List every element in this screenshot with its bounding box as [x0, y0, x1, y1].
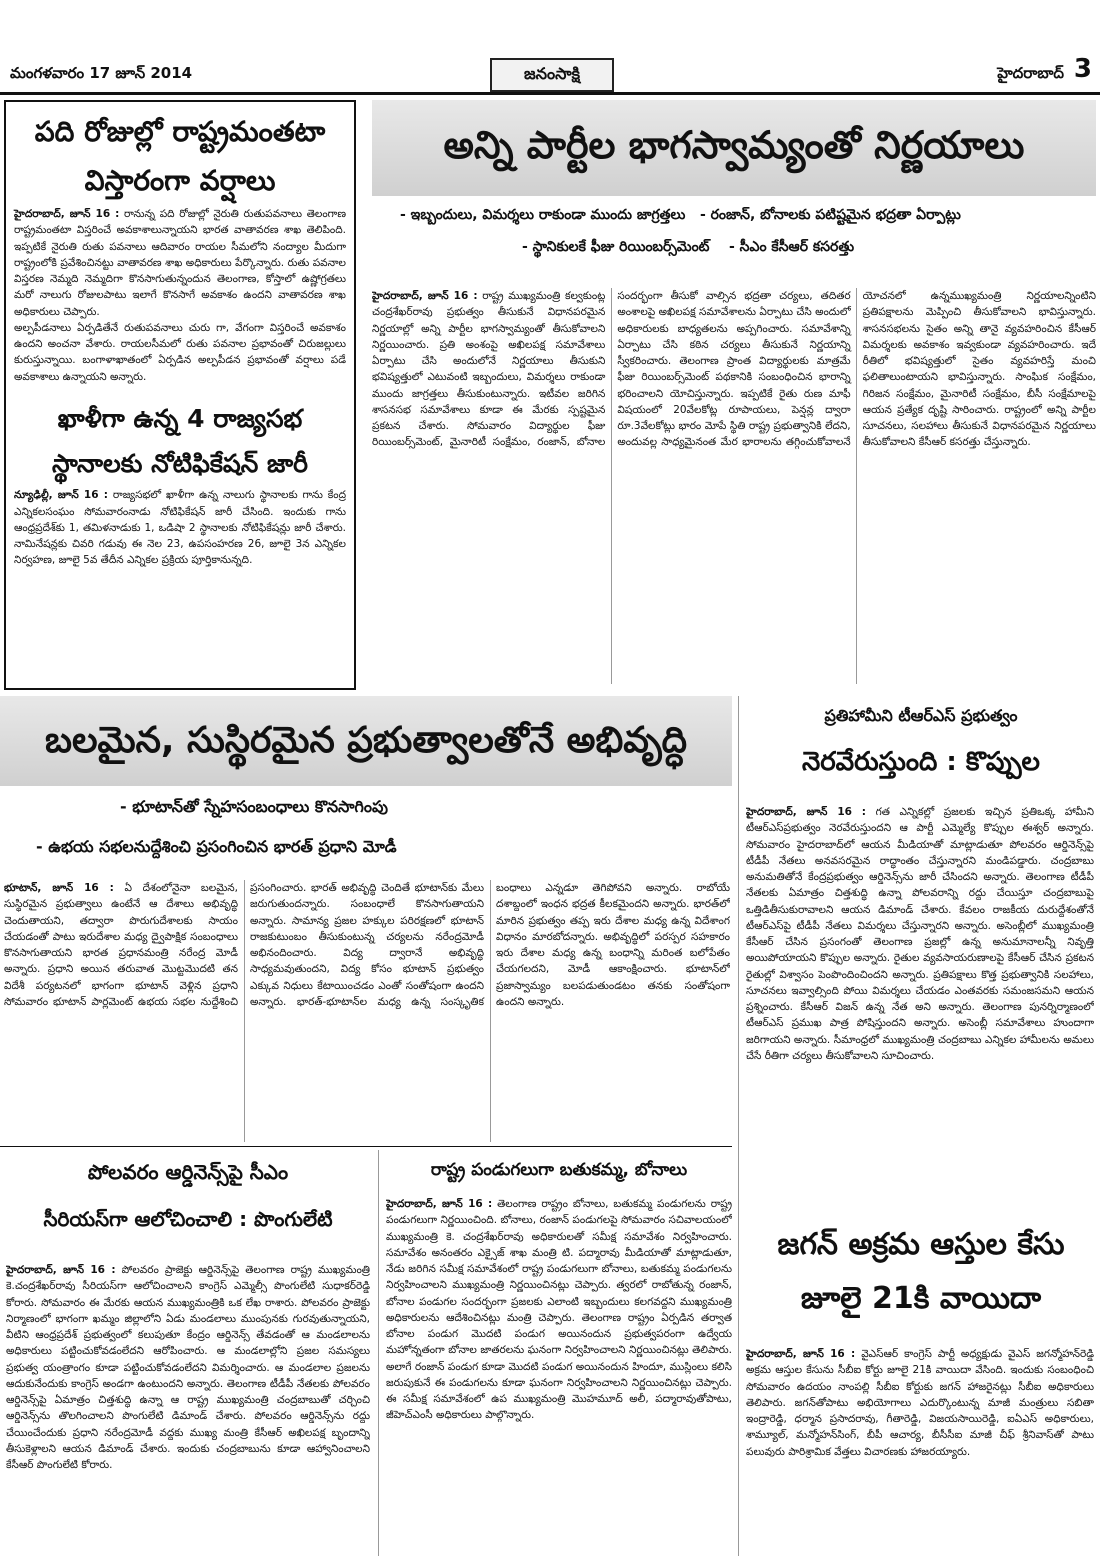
- parties-subhead-2: - రంజాన్‌, బోనాలకు పటిష్టమైన భద్రతా ఏర్పాట్లు: [699, 207, 961, 223]
- koppula-body: గత ఎన్నికల్లో ప్రజలకు ఇచ్చిన ప్రతిఒక్క హామీని టీఆర్‌ఎస్‌ప్రభుత్వం నెరవేరుస్తుందని ఆ పార్టీ ఎమ్మెల్యే కొప్పుల ఈశ్వర్‌ అన్నారు. సోమవారం హైదరాబాద్‌లో ఆయన మీడియాతో మాట్లాడుతూ పోలవరం ఆర్డినెన్స్‌పై టీడీపీ నేతలు అనవసరమైన రాద్ధాంతం చేస్తున్నారని మండిపడ్డారు. చంద్రబాబు అనుమతితోనే కేంద్రప్రభుత్వం ఆర్డినెన్స్‌ను జారీ చేసిందని అన్నారు. తెలంగాణ టీడీపీ నేతలకు ఏమాత్రం చిత్తశుద్ధి ఉన్నా పోలవరాన్ని రద్దు చేయిస్తూ చంద్రబాబుపై ఒత్తిడితీసుకురావాలని ఆయన డిమాండ్‌ చేశారు. కేవలం రాజకీయ దురుద్దేశంతోనే టీఆర్‌ఎస్‌పై టీడీపీ నేతలు విమర్శలు చేస్తున్నారని అన్నారు. అసెంబ్లీలో ముఖ్యమంత్రి కేసీఆర్‌ చేసిన ప్రసంగంతో తెలంగాణ ప్రజల్లో ఉన్న అనుమానాలన్నీ నివృత్తి అయిపోయాయని కొప్పుల అన్నారు. రైతుల వ్యవసాయరుణాలపై కేసీఆర్‌ చేసిన ప్రకటన రైతుల్లో విశ్వాసం పెంపొందించిందని అన్నారు. ప్రతిపక్షాలు కొత్త ప్రభుత్వానికి సలహాలు, సూచనలు ఇవ్వాల్సింది పోయి విమర్శలు చేయడం ఎంతవరకు సమంజసమని ఆయన ప్రశ్నించారు. కేసీఆర్‌ విజన్‌ ఉన్న నేత అని అన్నారు. తెలంగాణ పునర్నిర్మాణంలో టీఆర్‌ఎస్‌ ప్రముఖ పాత్ర పోషిస్తుందని అన్నారు. అసెంబ్లీ సమావేశాలు హుందాగా జరిగాయని అన్నారు. సీమాంధ్రలో ముఖ్యమంత్రి చంద్రబాబు ఎన్నికల హామీలను అమలు చేసే రీతిగా చర్యలు తీసుకోవాలని సూచించారు.: [746, 806, 1094, 1062]
- rajyasabha-headline-2: స్థానాలకు నోటిఫికేషన్‌ జారీ: [52, 449, 308, 479]
- bhutan-body: ఏ దేశంలోనైనా బలమైన, సుస్థిరమైన ప్రభుత్వాలు ఉంటేనే ఆ దేశాలు అభివృద్ధి చెందుతాయని, తద్వారా పొరుగుదేశాలకు సాయం చేయడంతో పాటు ఇరుదేశాల మధ్య ద్వైపాక్షిక సంబంధాలు కొనసాగుతాయని భారత ప్రధానమంత్రి నరేంద్ర మోడీ అన్నారు. ప్రధాని అయిన తరువాత మొట్టమొదటి తన విదేశీ పర్యటనలో భాగంగా భూటాన్‌ వెళ్లిన ప్రధాని సోమవారం భూటాన్‌ పార్లమెంట్‌ ఉభయ సభల నుద్దేశించి ప్రసంగించారు. భారత్‌ అభివృద్ధి చెందితే భూటాన్‌కు మేలు జరుగుతుందన్నారు. సంబంధాలే కొనసాగుతాయని అన్నారు. సామాన్య ప్రజల హక్కుల పరిరక్షణలో భూటాన్‌ రాజకుటుంబం తీసుకుంటున్న చర్యలను నరేంద్రమోడీ అభినందించారు. విద్య ద్వారానే అభివృద్ధి సాధ్యమవుతుందని, విద్య కోసం భూటాన్‌ ప్రభుత్వం ఎక్కువ నిధులు కేటాయించడం ఎంతో సంతోషంగా ఉందని అన్నారు. భారత్‌-భూటాన్‌ల మధ్య ఉన్న సంస్కృతిక బంధాలు ఎన్నడూ తెగిపోవని అన్నారు. రాబోయే దశాబ్దంలో ఇంధన భద్రత కీలకమైందని అన్నారు. భారత్‌లో మారిన ప్రభుత్వం తప్ప ఇరు దేశాల మధ్య ఉన్న విదేశాంగ విధానం మారబోదన్నారు. అభివృద్ధిలో పరస్పర సహకారం ఇరు దేశాల మధ్య ఉన్న బంధాన్ని మరింత బలోపేతం చేయగలదని, మోడీ ఆకాంక్షించారు. భూటాన్‌లో ప్రజాస్వామ్యం బలపడుతుండటం తనకు సంతోషంగా ఉందని అన్నారు.: [4, 882, 730, 1008]
- page-number: 3: [1073, 54, 1092, 84]
- bathukamma-headline: రాష్ట్ర పండుగలుగా బతుకమ్మ, బోనాలు: [430, 1160, 688, 1180]
- parties-subheads-row-1: [372, 204, 1096, 226]
- masthead-rule: [0, 92, 1100, 95]
- koppula-kicker: ప్రతిహామీని టీఆర్‌ఎస్‌ ప్రభుత్వం: [824, 706, 1018, 725]
- polavaram-article: [6, 1262, 370, 1556]
- issue-date: మంగళవారం 17 జూన్ 2014: [10, 64, 193, 82]
- parties-dateline: హైదరాబాద్‌, జూన్‌ 16 :: [372, 290, 478, 302]
- bhutan-headline: బలమైన, సుస్థిరమైన ప్రభుత్వాలతోనే అభివృద్ధి: [44, 720, 688, 761]
- rajyasabha-headline-1: ఖాళీగా ఉన్న 4 రాజ్యసభ: [57, 403, 303, 433]
- jagan-headline-2: జూలై 21కి వాయిదా: [800, 1280, 1042, 1316]
- bhutan-subheads: [0, 790, 732, 874]
- parties-headline-band: [372, 100, 1096, 196]
- bhutan-article: [4, 880, 730, 1142]
- rain-article: [6, 206, 354, 385]
- bhutan-subhead-1: - భూటాన్‌తో స్నేహసంబంధాలు కొనసాగింపు: [120, 797, 388, 816]
- polavaram-headline-1: పోలవరం ఆర్డినెన్స్‌పై సీఎం: [87, 1160, 289, 1184]
- koppula-article: [746, 804, 1094, 1204]
- rain-body-2: అల్పపీడనాలు ఏర్పడితేనే రుతుపవనాలు చురు గా, వేగంగా విస్తరించే అవకాశం ఉందని అంచనా వేశారు. రాయలసీమలో రుతు పవనాల ప్రభావంతో చిరుజల్లులు కురుస్తున్నాయి. బంగాళాఖాతంలో ఏర్పడిన అల్పపీడన ప్రభావంతో వర్షాలు పడే అవకాశాలు ఉన్నాయని అన్నారు.: [14, 321, 346, 383]
- parties-body: రాష్ట్ర ముఖ్యమంత్రి కల్వకుంట్ల చంద్రశేఖర్‌రావు ప్రభుత్వం తీసుకునే విధానపరమైన నిర్ణయాల్లో అన్ని పార్టీల భాగస్వామ్యంతో తీసుకోవాలని నిర్ణయించారు. ప్రతి అంశంపై అఖిలపక్ష సమావేశాలు ఏర్పాటు చేసి అందులోనే నిర్ణయాలు తీసుకుని భవిష్యత్తులో ఎటువంటి ఇబ్బందులు, విమర్శలు రాకుండా ముందు జాగ్రత్తలు తీసుకుంటున్నారు. ఇటీవల జరిగిన శాసనసభ సమావేశాలు కూడా ఈ మేరకు స్పష్టమైన ప్రకటన చేశారు. సోమవారం విద్యార్థుల ఫీజు రియింబర్స్‌మెంట్‌, మైనారిటీ సంక్షేమం, రంజాన్‌, బోనాల సందర్భంగా తీసుకో వాల్సిన భద్రతా చర్యలు, తదితర అంశాలపై అఖిలపక్ష సమావేశాలను ఏర్పాటు చేసి అందులో అధికారులకు బాధ్యతలను అప్పగించారు. సమావేశాన్ని ఏర్పాటు చేసి కఠిన చర్యలు తీసుకునే నిర్ణయాన్ని స్వీకరించారు. తెలంగాణ ప్రాంత విద్యార్థులకు మాత్రమే ఫీజు రియింబర్స్‌మెంట్‌ పథకానికి సంబంధించిన భారాన్ని భరించాలని యోచిస్తున్నారు. ఇప్పటికే రైతు రుణ మాఫీ విషయంలో 20వేలకోట్ల రూపాయలు, పెన్షన్ల ద్వారా రూ.3వేలకోట్లు భారం మోపే స్థితి రాష్ట్ర ప్రభుత్వానికి లేదని, అందువల్ల సాధ్యమైనంత మేర భారాలను తగ్గించుకోవాలనే యోచనలో ఉన్నముఖ్యమంత్రి నిర్ణయాలన్నింటిని ప్రతిపక్షాలను మెప్పించి తీసుకోవాలని భావిస్తున్నారు. శాసనసభలను సైతం అన్ని తానై వ్యవహరించిన కేసీఆర్‌ విమర్శలకు అవకాశం ఇవ్వకుండా వ్యవహరించారు. ఇదే రీతిలో భవిష్యత్తులో సైతం వ్యవహరిస్తే మంచి ఫలితాలుంటాయని భావిస్తున్నారు. సాంఘిక సంక్షేమం, గిరిజన సంక్షేమం, మైనారిటీ సంక్షేమం, బీసీ సంక్షేమాలపై ఆయన ప్రత్యేక దృష్టి సారించారు. రాష్ట్రంలో అన్ని పార్టీల సూచనలు, సలహాలు తీసుకునే విధానపరమైన నిర్ణయాలు తీసుకోవాలని కేసీఆర్‌ కసరత్తు చేస్తున్నారు.: [372, 290, 1096, 449]
- rain-body: రానున్న పది రోజుల్లో నైరుతి రుతుపవనాలు తెలంగాణ రాష్ట్రమంతటా విస్తరించే అవకాశాలున్నాయని భారత వాతావరణ శాఖ తెలిపింది. ఇప్పటికే నైరుతి రుతు పవనాలు ఆదివారం రాయల సీమలోని నంద్యాల మీదుగా రాష్ట్రంలోకి ప్రవేశించినట్టు వాతావరణ శాఖ అధికారులు పేర్కొన్నారు. రుతు పవనాల విస్తరణ నెమ్మది నెమ్మదిగా కొనసాగుతున్నందున తెలంగాణ, కోస్తాలో ఉష్ణోగ్రతలు మరో నాలుగు రోజులపాటు ఇలాగే కొనసాగే అవకాశం ఉందని వాతావరణ శాఖ అధికారులు చెప్పారు.: [14, 208, 346, 318]
- polavaram-body: పోలవరం ప్రాజెక్టు ఆర్డినెన్స్‌పై తెలంగాణ రాష్ట్ర ముఖ్యమంత్రి కె.చంద్రశేఖర్‌రావు సీరియస్‌గా ఆలోచించాలని కాంగ్రెస్‌ ఎమ్మెల్సీ పొంగులేటి సుధాకర్‌రెడ్డి కోరారు. సోమవారం ఈ మేరకు ఆయన ముఖ్యమంత్రికి ఒక లేఖ రాశారు. పోలవరం ప్రాజెక్టు నిర్మాణంలో భాగంగా ఖమ్మం జిల్లాలోని ఏడు మండలాలు ముంపునకు గురవుతున్నాయని, వీటిని ఆంధ్రప్రదేశ్‌ ప్రభుత్వంలో కలుపుతూ కేంద్రం ఆర్డినెన్స్‌ తేవడంతో ఆ మండలాలను అధికారులు పట్టించుకోవడంలేదని ఆరోపించారు. ఆ మండలాల్లోని ప్రజల సమస్యలు ప్రభుత్వ యంత్రాంగం కూడా పట్టించుకోవడంలేదని విమర్శించారు. ఆ మండలాల ప్రజలను ఆదుకునేందుకు కాంగ్రెస్‌ అండగా ఉంటుందని అన్నారు. తెలంగాణ టీడీపీ నేతలకు పోలవరం ఆర్డినెన్స్‌పై ఏమాత్రం చిత్తశుద్ధి ఉన్నా ఆ రాష్ట్ర ముఖ్యమంత్రి చంద్రబాబుతో చర్చించి ఆర్డినెన్స్‌ను తొలగించాలని పొంగులేటి డిమాండ్‌ చేశారు. పోలవరం ఆర్డినెన్స్‌ను రద్దు చేయించేందుకు ప్రధాని నరేంద్రమోడీ వద్దకు ముఖ్య మంత్రి కేసీఆర్‌ అఖిలపక్ష బృందాన్ని తీసుకెళ్లాలని ఆయన డిమాండ్‌ చేశారు. ఇందుకు చంద్రబాబును కూడా ఆహ్వానించాలని కేసీఆర్‌ పొంగులేటి కోరారు.: [6, 1264, 370, 1472]
- parties-subhead-3: - స్థానికులకే ఫీజు రియింబర్స్‌మెంట్‌: [522, 239, 710, 256]
- rajyasabha-body: రాజ్యసభలో ఖాళీగా ఉన్న నాలుగు స్థానాలకు గాను కేంద్ర ఎన్నికలసంఘం సోమవారంనాడు నోటిఫికేషన్‌ జారీ చేసింది. ఇందుకు గాను ఆంధ్రప్రదేశ్‌కు 1, తమిళనాడుకు 1, ఒడిషా 2 స్థానాలకు నోటిఫికేషన్లు జారీ చేశారు. నామినేషన్లకు చివరి గడువు ఈ నెల 23, ఉపసంహరణ 26, జూలై 3న ఎన్నికల నిర్వహణ, జూలై 5వ తేదీన ఎన్నికల ప్రక్రియ పూర్తికానున్నది.: [14, 489, 347, 567]
- polavaram-headline-2: సీరియస్‌గా ఆలోచించాలి : పొంగులేటి: [43, 1207, 333, 1231]
- koppula-header: [746, 700, 1096, 800]
- bathukamma-header: [384, 1150, 734, 1190]
- rain-headline-2: విస్తారంగా వర్షాలు: [84, 164, 276, 197]
- bhutan-dateline: భూటాన్‌, జూన్‌ 16 :: [4, 882, 114, 894]
- masthead: [0, 52, 1100, 96]
- jagan-dateline: హైదరాబాద్‌, జూన్‌ 16 :: [746, 1348, 856, 1360]
- rain-dateline: హైదరాబాద్‌, జూన్‌ 16 :: [14, 208, 120, 220]
- bathukamma-dateline: హైదరాబాద్‌, జూన్‌ 16 :: [386, 1198, 493, 1210]
- bottom-section-rule: [0, 1146, 732, 1147]
- jagan-headline-1: జగన్‌ అక్రమ ఆస్తుల కేసు: [777, 1227, 1065, 1262]
- bathukamma-article: [386, 1196, 732, 1556]
- rajyasabha-article: [6, 487, 354, 568]
- newspaper-logo: జనంసాక్షి: [490, 58, 614, 92]
- rajyasabha-dateline: న్యూఢిల్లీ, జూన్‌ 16 :: [14, 489, 108, 502]
- parties-subhead-1: - ఇబ్బందులు, విమర్శలు రాకుండా ముందు జాగ్రత్తలు: [400, 207, 686, 223]
- left-box: [4, 100, 356, 690]
- jagan-article: [746, 1346, 1094, 1556]
- jagan-header: [746, 1218, 1096, 1342]
- bathukamma-body: తెలంగాణ రాష్ట్రం బోనాలు, బతుకమ్మ పండుగలను రాష్ట్ర పండుగలుగా నిర్ణయించింది. బోనాలు, రంజాన్‌ పండుగలపై సోమవారం సచివాలయంలో ముఖ్యమంత్రి కె. చంద్రశేఖర్‌రావు అధికారులతో సమీక్ష సమావేశం నిర్వహించారు. సమావేశం అనంతరం ఎక్సైజ్‌ శాఖ మంత్రి టి. పద్మారావు మీడియాతో మాట్లాడుతూ, నేడు జరిగిన సమీక్ష సమావేశంలో రాష్ట్ర పండుగలుగా బోనాలు, బతుకమ్మ పండుగలను నిర్వహించాలని ముఖ్యమంత్రి నిర్ణయించినట్లు చెప్పారు. త్వరలో రాబోతున్న రంజాన్‌, బోనాల పండుగల సందర్భంగా ప్రజలకు ఎలాంటి ఇబ్బందులు కలగవద్దని ముఖ్యమంత్రి అధికారులను ఆదేశించినట్లు మంత్రి చెప్పారు. తెలంగాణ రాష్ట్రం ఏర్పడిన తర్వాత బోనాల పండుగ మొదటి పండుగ అయినందున ప్రభుత్వపరంగా ఉద్వేయ మహోన్నతంగా బోనాల జాతరలను ఘనంగా నిర్వహించాలని నిర్ణయించినట్లు తెలిపారు. అలాగే రంజాన్‌ పండుగ కూడా మొదటి పండుగ అయినందున హిందూ, ముస్లింలు కలిసి జరుపుకునే ఈ పండుగలను కూడా ఘనంగా నిర్వహించాలని నిర్ణయించినట్లు చెప్పారు. ఈ సమీక్ష సమావేశంలో ఉప ముఖ్యమంత్రి మొహమూద్‌ అలీ, పద్మారావుతోపాటు, జీహెచ్‌ఎంసీ అధికారులు పాల్గొన్నారు.: [386, 1198, 732, 1422]
- parties-subheads-row-2: [372, 236, 1096, 258]
- polavaram-header: [4, 1150, 372, 1258]
- parties-subhead-4: - సీఎం కేసీఆర్‌ కసరత్తు: [728, 239, 855, 256]
- parties-subheads: [372, 204, 1096, 274]
- column-rule-bottom: [378, 1150, 379, 1556]
- jagan-body: వైఎస్‌ఆర్‌ కాంగ్రెస్‌ పార్టీ అధ్యక్షుడు వైఎస్‌ జగన్మోహన్‌రెడ్డి అక్రమ ఆస్తుల కేసును సీబీఐ కోర్టు జూలై 21కి వాయిదా వేసింది. ఇందుకు సంబంధించి సోమవారం ఉదయం నాంపల్లి సీబీఐ కోర్టుకు జగన్‌ హాజరైనట్లు సీబీఐ అధికారులు తెలిపారు. జగన్‌తోపాటు అభియోగాలు ఎదుర్కొంటున్న మాజీ మంత్రులు సబితా ఇంద్రారెడ్డి, ధర్మాన ప్రసాదరావు, గీతారెడ్డి, విజయసాయిరెడ్డి, ఐఏఎస్‌ అధికారులు, శామ్యూల్‌, మన్మోహన్‌సింగ్‌, బీపీ ఆచార్య, బీసీసీఐ మాజీ చీఫ్‌ శ్రీనివాస్‌తో పాటు పలువురు పారిశ్రామిక వేత్తలు విచారణకు హాజరయ్యారు.: [746, 1348, 1094, 1458]
- bhutan-subhead-2: - ఉభయ సభలనుద్దేశించి ప్రసంగించిన భారత్‌ ప్రధాని మోడీ: [36, 836, 397, 856]
- edition-city: హైదరాబాద్: [997, 64, 1064, 82]
- polavaram-dateline: హైదరాబాద్‌, జూన్‌ 16 :: [6, 1264, 116, 1276]
- bhutan-headline-band: [0, 696, 732, 786]
- column-rule-right: [738, 696, 739, 1556]
- parties-article: [372, 288, 1096, 684]
- rain-headline-1: పది రోజుల్లో రాష్ట్రమంతటా: [34, 115, 326, 148]
- koppula-headline: నెరవేరుస్తుంది : కొప్పుల: [802, 747, 1040, 777]
- koppula-dateline: హైదరాబాద్‌, జూన్‌ 16 :: [746, 806, 867, 818]
- parties-headline: అన్ని పార్టీల భాగస్వామ్యంతో నిర్ణయాలు: [443, 123, 1025, 167]
